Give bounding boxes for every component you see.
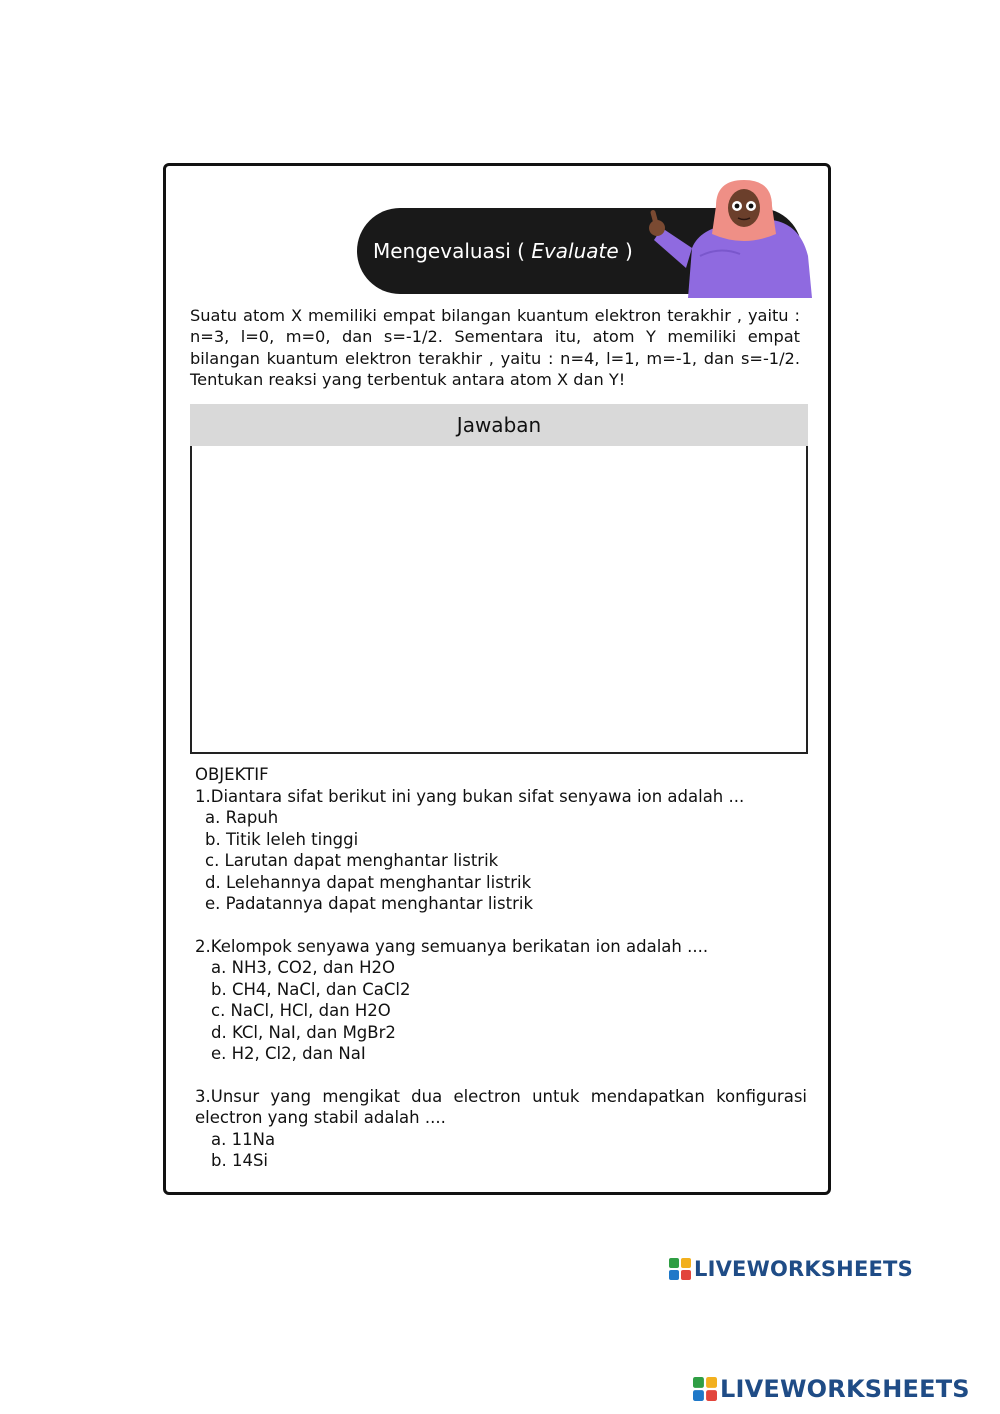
objective-heading: OBJEKTIF: [195, 765, 269, 784]
liveworksheets-logo-text: LIVEWORKSHEETS: [720, 1375, 970, 1403]
liveworksheets-logo-text: LIVEWORKSHEETS: [694, 1257, 913, 1281]
section-title: Mengevaluasi ( Evaluate ): [373, 239, 633, 263]
question-2-text: 2.Kelompok senyawa yang semuanya berikatan ion adalah ....: [195, 936, 709, 956]
q2-option-d[interactable]: d. KCl, NaI, dan MgBr2: [211, 1022, 396, 1042]
answer-header: Jawaban: [190, 404, 808, 446]
q3-option-b[interactable]: b. 14Si: [211, 1151, 269, 1170]
liveworksheets-logo-footer: [693, 1375, 970, 1403]
student-character-illustration: [640, 176, 815, 298]
q2-option-a[interactable]: a. NH3, CO2, dan H2O: [211, 958, 396, 977]
spacer: [195, 1065, 807, 1086]
question-3-text-line2: electron yang stabil adalah ....: [195, 1108, 446, 1127]
q1-option-b[interactable]: b. Titik leleh tinggi: [205, 829, 359, 849]
answer-box: [190, 446, 808, 754]
q3-option-a[interactable]: a. 11Na: [211, 1129, 276, 1149]
q1-option-c[interactable]: c. Larutan dapat menghantar listrik: [205, 851, 499, 870]
q1-option-d[interactable]: d. Lelehannya dapat menghantar listrik: [205, 872, 532, 892]
question-1-text: 1.Diantara sifat berikut ini yang bukan sifat senyawa ion adalah ...: [195, 786, 745, 806]
objective-section: [195, 764, 807, 1172]
q1-option-e[interactable]: e. Padatannya dapat menghantar listrik: [205, 894, 533, 913]
liveworksheets-logo: [669, 1257, 913, 1281]
question-3-text-line1: 3.Unsur yang mengikat dua electron untuk mendapatkan konfigurasi: [195, 1086, 807, 1106]
essay-question: Suatu atom X memiliki empat bilangan kuantum elektron terakhir , yaitu : n=3, l=0, m=0, dan s=-1/2. Sementara itu, atom Y memiliki empat bilangan kuantum elektron terakhir , yaitu : n=4, l=1, m=-1, dan s=-1/2. Tentukan reaksi yang terbentuk antara atom X dan Y!: [190, 306, 800, 390]
q2-option-e[interactable]: e. H2, Cl2, dan NaI: [211, 1044, 366, 1063]
liveworksheets-logo-icon: [693, 1377, 717, 1401]
q2-option-c[interactable]: c. NaCl, HCl, dan H2O: [211, 1001, 391, 1020]
q2-option-b[interactable]: b. CH4, NaCl, dan CaCl2: [211, 979, 411, 999]
q1-option-a[interactable]: a. Rapuh: [205, 808, 279, 827]
answer-input[interactable]: [192, 446, 806, 752]
liveworksheets-logo-icon: [669, 1258, 691, 1280]
spacer: [195, 915, 807, 936]
